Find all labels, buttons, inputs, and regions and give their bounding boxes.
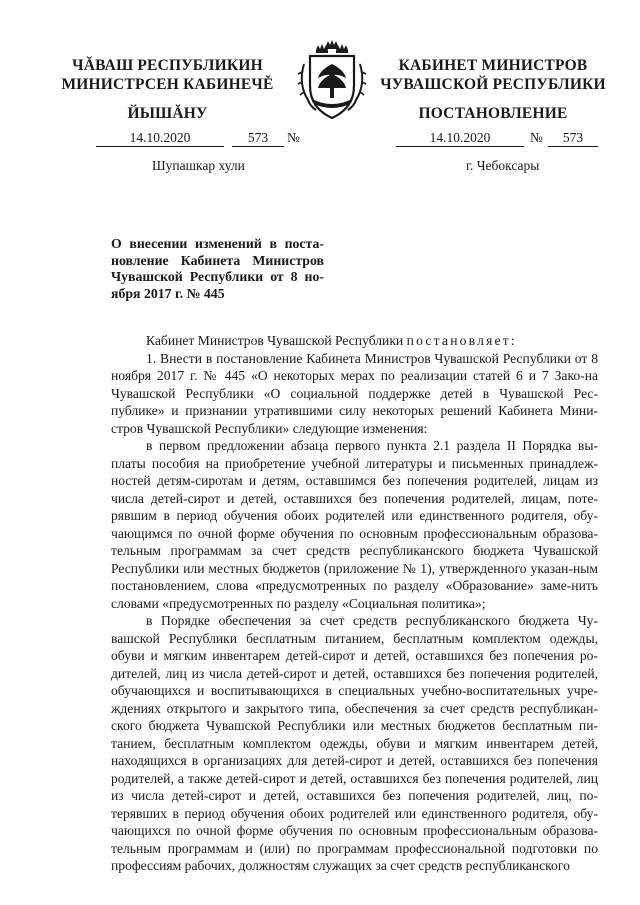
right-place: г. Чебоксары — [466, 158, 540, 173]
coat-of-arms-icon — [296, 38, 368, 124]
header-right-line2: ЧУВАШСКОЙ РЕСПУБЛИКИ — [380, 76, 606, 93]
header-left-line2: МИНИСТРСЕН КАБИНЕЧĚ — [61, 76, 274, 93]
intro-paragraph — [111, 332, 598, 350]
header-left-org — [60, 56, 275, 94]
body-paragraph-1: 1. Внести в постановление Кабинета Министров Чувашской Республики от 8 ноября 2017 г. № 445 «О некоторых мерах по реализации статей 6 и 7 Зако-на Чувашской Республики «О социальной поддержке детей в Чувашской Рес-публике» и признании утратившими силу некоторых решений Кабинета Мини-стров Чувашской Республики» следующие изменения: — [111, 350, 598, 436]
intro-spaced: постановляет: — [406, 333, 517, 348]
body-paragraph-2: в первом предложении абзаца первого пункта 2.1 раздела II Порядка вы-платы пособия на приобретение учебной литературы и письменных принадлеж-ностей детям-сиротам и детям, оставшимся без попечения родителей, лицам из числа детей-сирот и детей, оставшихся без попечения родителей, лицам, поте-рявшим в период обучения обоих родителей или единственного родителя, обу-чающимся по очной форме обучения по основным профессиональным образова-тельным программам за счет средств республиканского бюджета Чувашской Республики или местных бюджетов (приложение № 1), утвержденного указан-ным постановлением, слова «предусмотренных по разделу «Образование» заме-нить словами «предусмотренных по разделу «Социальная политика»; — [111, 438, 598, 611]
body-paragraph-3: в Порядке обеспечения за счет средств республиканского бюджета Чу-вашской Республики бесплатным питанием, бесплатным комплектом одежды, обуви и мягким инвентарем детей-сирот и детей, оставшихся без попечения ро-дителей, лиц из числа детей-сирот и детей, оставшихся без попечения родителей, обучающихся и воспитывающихся в специальных учебно-воспитательных учре-ждениях открытого и закрытого типа, обеспечения за счет средств республикан-ского бюджета Чувашской Республики или местных бюджетов бесплатным пи-танием, бесплатным комплектом одежды, обуви и мягким инвентарем детей, находящихся в организациях для детей-сирот и детей, оставшихся без попечения родителей, а также детей-сирот и детей, оставшихся без попечения родителей, лиц из числа детей-сирот и детей, оставшихся без попечения родителей, лиц, по-терявших в период обучения обоих родителей или единственного родителя, обу-чающихся по очной форме обучения по основным профессиональным образова-тельным программам и (или) по программам профессиональной подготовки по профессиям рабочих, должностям служащих за счет средств республиканского — [111, 613, 598, 873]
right-date-field: 14.10.2020 — [396, 130, 524, 147]
header-right-doc-type: ПОСТАНОВЛЕНИЕ — [418, 105, 568, 122]
header-right-line1: КАБИНЕТ МИНИСТРОВ — [398, 57, 588, 74]
intro-prefix: Кабинет Министров Чувашской Республики — [146, 333, 404, 348]
right-number-field: 573 — [548, 130, 598, 147]
header-right-org — [368, 56, 618, 94]
document-title: О внесении изменений в поста-новление Кабинета Министров Чувашской Республики от 8 но-ября 2017 г. № 445 — [111, 236, 324, 301]
right-number-sign: № — [530, 130, 543, 145]
left-date-field: 14.10.2020 — [96, 130, 224, 147]
left-number-field: 573 — [232, 130, 284, 147]
header-left-doc-type: ЙЫШĂНУ — [127, 105, 208, 122]
left-place: Шупашкар хули — [152, 158, 245, 173]
left-number-sign: № — [287, 130, 300, 145]
header-left-line1: ЧĂВАШ РЕСПУБЛИКИН — [72, 57, 263, 74]
document-body — [111, 332, 598, 875]
